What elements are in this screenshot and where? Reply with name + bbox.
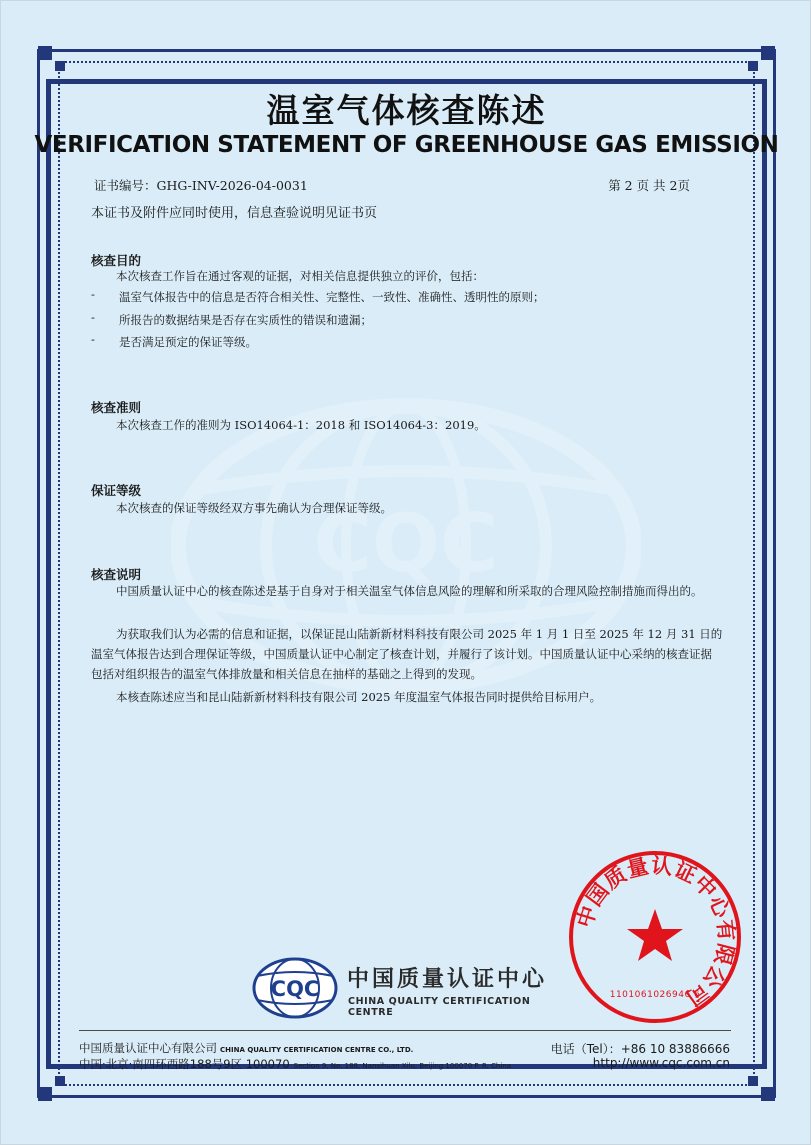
frame-corner-block xyxy=(55,61,65,71)
frame-corner-block xyxy=(748,61,758,71)
logo-name-english: CHINA QUALITY CERTIFICATION CENTRE xyxy=(348,996,531,1018)
section-purpose-intro: 本次核查工作旨在通过客观的证据，对相关信息提供独立的评价，包括： xyxy=(116,269,484,283)
section-assurance-text: 本次核查的保证等级经双方事先确认为合理保证等级。 xyxy=(116,501,392,515)
logo-mark: CQC xyxy=(270,977,320,1001)
bullet-dash: - xyxy=(91,287,95,301)
footer-divider xyxy=(79,1030,731,1031)
frame-corner-block xyxy=(55,1076,65,1086)
page-number: 第 2 页 共 2页 xyxy=(608,178,690,193)
svg-text:CQC: CQC xyxy=(313,497,499,590)
svg-text:1101061026946 6: 1101061026946 6 xyxy=(609,990,701,1000)
official-seal-stamp xyxy=(567,849,743,1025)
footer-company-en: CHINA QUALITY CERTIFICATION CENTRE CO., LTD. xyxy=(220,1046,414,1054)
cqc-globe-icon xyxy=(251,956,339,1020)
frame-corner-block xyxy=(761,46,775,60)
bullet-dash: - xyxy=(91,332,95,346)
section-title-purpose: 核查目的 xyxy=(91,253,142,268)
frame-corner-block xyxy=(38,46,52,60)
footer-company-cn: 中国质量认证中心有限公司 xyxy=(79,1041,217,1055)
notes-paragraph: 为获取我们认为必需的信息和证据，以保证昆山陆新新材料科技有限公司 2025 年 1 月 1 日至 2025 年 12 月 31 日的温室气体报告达到合理保证等级，中国质量认证中心制定了核查计划，并履行了该计划。中国质量认证中心采纳的核查证据包括对组织报告的温室气体排放量和相关信息在抽样的基础之上得到的发现。 xyxy=(91,627,723,681)
footer-address xyxy=(79,1056,511,1072)
frame-corner-block xyxy=(38,1087,52,1101)
frame-corner-block xyxy=(748,1076,758,1086)
frame-corner-block xyxy=(761,1087,775,1101)
notes-paragraph: 本核查陈述应当和昆山陆新新材料科技有限公司 2025 年度温室气体报告同时提供给目标用户。 xyxy=(116,690,602,704)
notes-paragraph: 中国质量认证中心的核查陈述是基于自身对于相关温室气体信息风险的理解和所采取的合理风险控制措施而得出的。 xyxy=(116,584,703,598)
footer-website-link[interactable]: http://www.cqc.com.cn xyxy=(592,1056,730,1070)
logo-name-chinese: 中国质量认证中心 xyxy=(347,967,548,992)
cqc-logo xyxy=(251,956,571,1020)
section-criteria-text: 本次核查工作的准则为 ISO14064-1：2018 和 ISO14064-3：2019。 xyxy=(116,418,486,432)
usage-notice: 本证书及附件应同时使用，信息查验说明见证书页 xyxy=(91,206,378,221)
certificate-number: 证书编号：GHG-INV-2026-04-0031 xyxy=(94,178,308,193)
page-title-english: VERIFICATION STATEMENT OF GREENHOUSE GAS EMISSION xyxy=(34,132,779,158)
footer-company xyxy=(79,1040,413,1056)
footer-address-cn: 中国·北京·南四环西路188号9区 100070 xyxy=(79,1057,290,1071)
purpose-bullet: 所报告的数据结果是否存在实质性的错误和遗漏； xyxy=(119,313,372,327)
bullet-dash: - xyxy=(91,310,95,324)
page-title-chinese: 温室气体核查陈述 xyxy=(266,91,547,130)
section-title-notes: 核查说明 xyxy=(91,567,142,582)
section-title-criteria: 核查准则 xyxy=(91,400,142,415)
footer-address-en: Section 9, No. 188, Nansihuan Xilu, Beijing 100070 P. R. China xyxy=(293,1062,512,1070)
purpose-bullet: 温室气体报告中的信息是否符合相关性、完整性、一致性、准确性、透明性的原则； xyxy=(119,290,545,304)
svg-text:中国质量认证中心有限公司: 中国质量认证中心有限公司 xyxy=(572,853,739,1011)
purpose-bullet: 是否满足预定的保证等级。 xyxy=(119,335,257,349)
footer-telephone: 电话（Tel）：+86 10 83886666 xyxy=(550,1042,730,1056)
section-title-assurance: 保证等级 xyxy=(91,483,142,498)
